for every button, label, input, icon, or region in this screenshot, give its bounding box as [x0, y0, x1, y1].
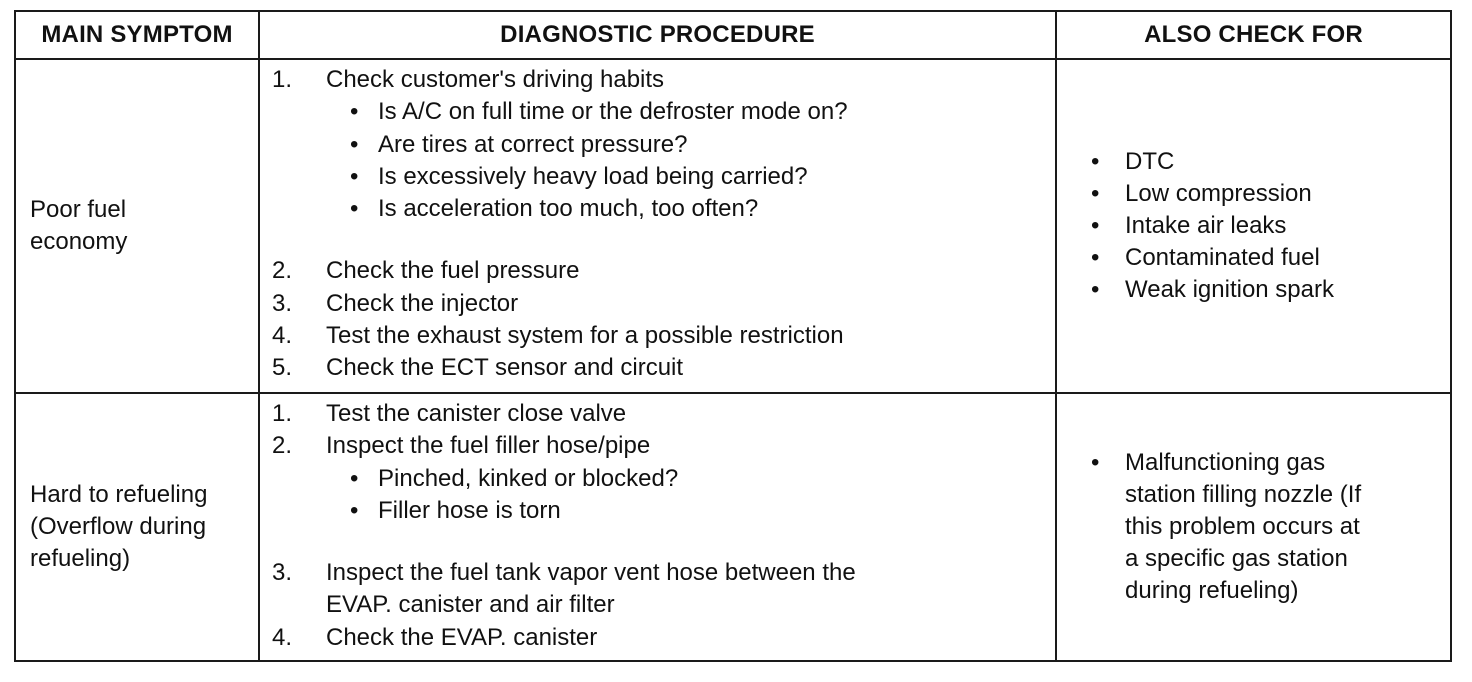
step-spacer [272, 225, 1055, 255]
also-check-text-line: DTC [1125, 148, 1175, 175]
bullet-icon: • [350, 195, 359, 223]
also-check-text-line: station filling nozzle (If [1125, 481, 1362, 508]
step-text-line: Check the fuel pressure [326, 257, 580, 285]
sub-check-item [272, 193, 1055, 225]
step-text-line: EVAP. canister and air filter [326, 591, 615, 619]
bullet-icon: • [1091, 212, 1100, 239]
procedure-cell [259, 393, 1056, 661]
symptom-text-line: (Overflow during [30, 513, 207, 540]
step-number: 2. [272, 432, 293, 460]
symptom-text-line: economy [30, 228, 128, 255]
also-check-text-line: Low compression [1125, 180, 1312, 207]
sub-check-text: Is acceleration too much, too often? [378, 195, 759, 223]
step-number: 3. [272, 289, 293, 317]
sub-check-item [272, 129, 1055, 161]
also-check-text [1125, 274, 1334, 306]
also-check-text [1125, 210, 1286, 242]
header-main-symptom: MAIN SYMPTOM [15, 11, 259, 59]
also-check-text [1125, 146, 1174, 178]
step-text-line: Test the canister close valve [326, 400, 627, 427]
also-check-text [1125, 242, 1320, 274]
step-text [326, 320, 1055, 352]
also-check-text-line: a specific gas station [1125, 545, 1348, 572]
procedure-step [272, 430, 1055, 462]
header-also-check-for: ALSO CHECK FOR [1056, 11, 1451, 59]
sub-check-text: Are tires at correct pressure? [378, 130, 688, 158]
step-text [326, 352, 1055, 384]
also-check-text-line: during refueling) [1125, 577, 1299, 604]
step-text-line: Inspect the fuel tank vapor vent hose between the [326, 559, 856, 587]
sub-check-text: Pinched, kinked or blocked? [378, 464, 679, 492]
diagnostic-table [14, 10, 1452, 662]
bullet-icon: • [350, 130, 359, 158]
bullet-icon: • [1091, 244, 1100, 271]
bullet-icon: • [1091, 148, 1100, 175]
step-text [326, 557, 1055, 622]
step-text [326, 430, 1055, 462]
step-number: 4. [272, 623, 293, 651]
sub-check-text: Is A/C on full time or the defroster mode on? [378, 98, 848, 126]
bullet-icon: • [1091, 180, 1100, 207]
sub-check-item [272, 161, 1055, 193]
symptom-cell [15, 393, 259, 661]
procedure-step [272, 398, 1055, 430]
step-text-line: Test the exhaust system for a possible restriction [326, 322, 844, 350]
step-number: 1. [272, 66, 293, 93]
also-check-item [1091, 210, 1450, 242]
sub-check-text: Filler hose is torn [378, 496, 561, 524]
step-text [326, 622, 1055, 654]
also-check-item [1091, 178, 1450, 210]
step-number: 3. [272, 559, 293, 587]
step-number: 4. [272, 322, 293, 350]
procedure-step [272, 557, 1055, 622]
procedure-step [272, 255, 1055, 287]
procedure-step [272, 288, 1055, 320]
step-text-line: Check customer's driving habits [326, 66, 665, 93]
step-text-line: Check the injector [326, 289, 519, 317]
symptom-text-line: Poor fuel [30, 196, 127, 223]
step-text-line: Inspect the fuel filler hose/pipe [326, 432, 651, 460]
step-text [326, 288, 1055, 320]
step-text [326, 398, 1055, 430]
step-spacer [272, 527, 1055, 557]
also-check-item [1091, 146, 1450, 178]
step-text [326, 255, 1055, 287]
step-number: 2. [272, 257, 293, 285]
sub-check-item [272, 495, 1055, 527]
bullet-icon: • [350, 464, 359, 492]
procedure-step [272, 64, 1055, 96]
table-row [15, 59, 1451, 393]
also-check-item [1091, 447, 1450, 607]
procedure-step [272, 320, 1055, 352]
also-check-text-line: Intake air leaks [1125, 212, 1287, 239]
also-check-item [1091, 242, 1450, 274]
sub-check-item [272, 463, 1055, 495]
symptom-cell [15, 59, 259, 393]
procedure-step [272, 622, 1055, 654]
also-check-text [1125, 178, 1312, 210]
also-check-text [1125, 447, 1361, 607]
bullet-icon: • [350, 162, 359, 190]
step-text-line: Check the EVAP. canister [326, 623, 598, 651]
symptom-text-line: Hard to refueling [30, 481, 208, 508]
procedure-cell [259, 59, 1056, 393]
also-check-text-line: Malfunctioning gas [1125, 449, 1326, 476]
header-diagnostic-procedure: DIAGNOSTIC PROCEDURE [259, 11, 1056, 59]
step-number: 1. [272, 400, 293, 427]
procedure-step [272, 352, 1055, 384]
bullet-icon: • [350, 98, 359, 126]
also-check-text-line: Contaminated fuel [1125, 244, 1320, 271]
symptom-text-line: refueling) [30, 545, 131, 572]
bullet-icon: • [350, 496, 359, 524]
step-text-line: Check the ECT sensor and circuit [326, 354, 684, 382]
also-check-cell [1056, 393, 1451, 661]
header-row [15, 11, 1451, 59]
also-check-cell [1056, 59, 1451, 393]
also-check-item [1091, 274, 1450, 306]
sub-check-item [272, 96, 1055, 128]
step-text [326, 64, 1055, 96]
step-number: 5. [272, 354, 293, 382]
bullet-icon: • [1091, 449, 1100, 476]
also-check-text-line: this problem occurs at [1125, 513, 1360, 540]
sub-check-text: Is excessively heavy load being carried? [378, 162, 808, 190]
table-row [15, 393, 1451, 661]
bullet-icon: • [1091, 276, 1100, 303]
also-check-text-line: Weak ignition spark [1125, 276, 1334, 303]
